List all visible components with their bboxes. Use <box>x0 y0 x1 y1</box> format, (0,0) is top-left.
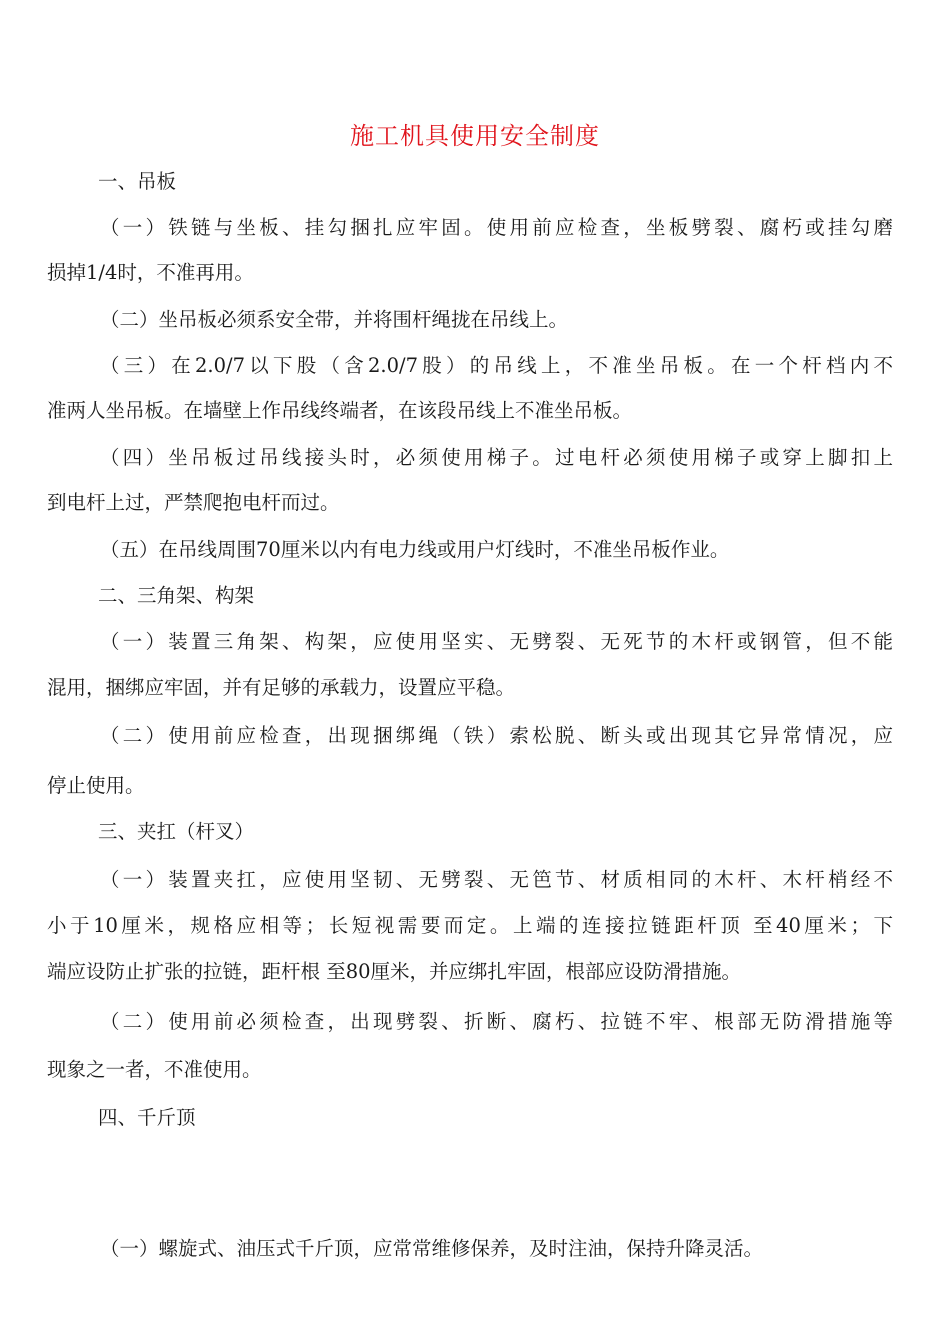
paragraph-line: （二）使用前应检查，出现捆绑绳（铁）索松脱、断头或出现其它异常情况，应 <box>100 724 893 747</box>
paragraph-line: （五）在吊线周围70厘米以内有电力线或用户灯线时，不准坐吊板作业。 <box>100 538 730 561</box>
paragraph-line: （三）在2.0/7以下股（含2.0/7股）的吊线上，不准坐吊板。在一个杆档内不 <box>100 354 893 377</box>
paragraph-line: 现象之一者，不准使用。 <box>47 1058 262 1081</box>
paragraph-line: 停止使用。 <box>47 774 145 797</box>
paragraph-line: （四）坐吊板过吊线接头时，必须使用梯子。过电杆必须使用梯子或穿上脚扣上 <box>100 446 893 469</box>
paragraph-line: 损掉1/4时，不准再用。 <box>47 261 254 284</box>
document-title: 施工机具使用安全制度 <box>350 122 600 150</box>
paragraph-line: （一）螺旋式、油压式千斤顶，应常常维修保养，及时注油，保持升降灵活。 <box>100 1237 764 1260</box>
paragraph-line: 端应设防止扩张的拉链，距杆根 至80厘米，并应绑扎牢固，根部应设防滑措施。 <box>47 960 742 983</box>
paragraph-line: 混用，捆绑应牢固，并有足够的承载力，设置应平稳。 <box>47 676 516 699</box>
paragraph-line: （二）坐吊板必须系安全带，并将围杆绳拢在吊线上。 <box>100 308 569 331</box>
paragraph-line: 准两人坐吊板。在墙壁上作吊线终端者，在该段吊线上不准坐吊板。 <box>47 399 633 422</box>
section-heading: 二、三角架、构架 <box>98 584 255 607</box>
paragraph-line: 小于10厘米，规格应相等；长短视需要而定。上端的连接拉链距杆顶 至40厘米；下 <box>47 914 893 937</box>
paragraph-line: （一）铁链与坐板、挂勾捆扎应牢固。使用前应检查，坐板劈裂、腐朽或挂勾磨 <box>100 216 893 239</box>
section-heading: 三、夹扛（杆叉） <box>98 820 255 843</box>
paragraph-line: 到电杆上过，严禁爬抱电杆而过。 <box>47 491 340 514</box>
section-heading: 一、吊板 <box>98 170 177 193</box>
paragraph-line: （一）装置夹扛，应使用坚韧、无劈裂、无笆节、材质相同的木杆、木杆梢经不 <box>100 868 893 891</box>
paragraph-line: （二）使用前必须检查，出现劈裂、折断、腐朽、拉链不牢、根部无防滑措施等 <box>100 1010 893 1033</box>
section-heading: 四、千斤顶 <box>98 1106 196 1129</box>
paragraph-line: （一）装置三角架、构架，应使用坚实、无劈裂、无死节的木杆或钢管，但不能 <box>100 630 893 653</box>
